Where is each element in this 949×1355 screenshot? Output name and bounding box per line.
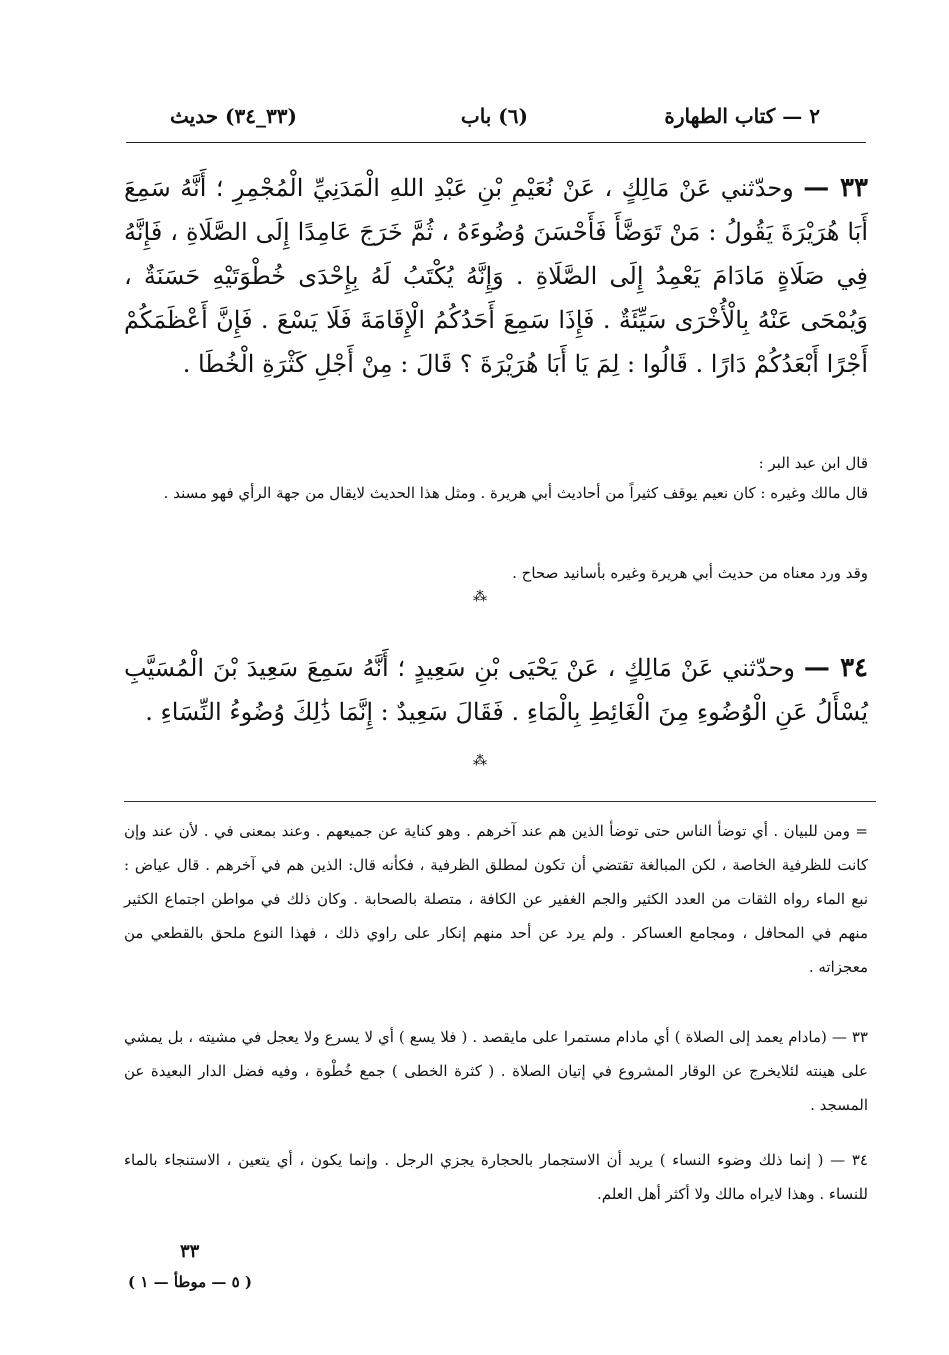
commentary-33-heading: قال ابن عبد البر : (758, 454, 868, 472)
page-number: ٣٣ (180, 1241, 200, 1262)
footnote-33: ٣٣ — (مادام يعمد إلى الصلاة ) أي مادام مستمرا على مايقصد . ( فلا يسع ) أي لا يسرع ولا يعجل في مشيته ، بل يمشي على هينته لئلايخرج عن الوقار المشروع في إتيان الصلاة . ( كثرة الخطى ) جمع خُطْوة ، وفيه فضل الدار البعيدة عن المسجد . (124, 1028, 868, 1114)
hadith-33-text: وحدّثني عَنْ مَالِكٍ ، عَنْ نُعَيْمِ بْنِ عَبْدِ اللهِ الْمَدَنِيِّ الْمُجْمِرِ ؛ أَنَّهُ سَمِعَ أَبَا هُرَيْرَةَ يَقُولُ : مَنْ تَوَضَّأَ فَأَحْسَنَ وُضُوءَهُ ، ثُمَّ خَرَجَ عَامِدًا إِلَى الصَّلَاةِ ، فَإِنَّهُ فِي صَلَاةٍ مَادَامَ يَعْمِدُ إِلَى الصَّلَاةِ . وَإِنَّهُ يُكْتَبُ لَهُ بِإِحْدَى خُطْوَتَيْهِ حَسَنَةٌ ، وَيُمْحَى عَنْهُ بِالْأُخْرَى سَيِّئَةٌ . فَإِذَا سَمِعَ أَحَدُكُمُ الْإِقَامَةَ فَلَا يَسْعَ . فَإِنَّ أَعْظَمَكُمْ أَجْرًا أَبْعَدُكُمْ دَارًا . قَالُوا : لِمَ يَا أَبَا هُرَيْرَةَ ؟ قَالَ : مِنْ أَجْلِ كَثْرَةِ الْخُطَا . (124, 174, 869, 378)
hadith-34 (124, 646, 868, 734)
print-signature: ( ٥ — موطأ — ١ ) (128, 1273, 252, 1291)
header-rule (126, 142, 866, 143)
hadith-33-number: ٣٣ — (803, 173, 868, 203)
header-book-title: ٢ — كتاب الطهارة (664, 104, 820, 128)
header-chapter: (٦) باب (460, 104, 528, 128)
section-separator: ⁂ (473, 753, 487, 769)
footnote-34: ٣٤ — ( إنما ذلك وضوء النساء ) يريد أن الاستجمار بالحجارة يجزي الرجل . وإنما يكون ، أي يتعين ، الاستنجاء بالماء للنساء . وهذا لايراه مالك ولا أكثر أهل العلم. (124, 1151, 868, 1203)
header-hadith-range: (٣٣_٣٤) حديث (170, 104, 297, 128)
footnote-rule (124, 801, 876, 802)
hadith-34-text: وحدّثني عَنْ مَالِكٍ ، عَنْ يَحْيَى بْنِ سَعِيدٍ ؛ أَنَّهُ سَمِعَ سَعِيدَ بْنَ الْمُسَيَّبِ يُسْأَلُ عَنِ الْوُضُوءِ مِنَ الْغَائِطِ بِالْمَاءِ . فَقَالَ سَعِيدٌ : إِنَّمَا ذَٰلِكَ وُضُوءُ النِّسَاءِ . (124, 654, 868, 726)
footnote-continued: = ومن للبيان . أي توضأ الناس حتى توضأ الذين هم عند آخرهم . وهو كناية عن جميعهم . وعند بمعنى في . لأن عند وإن كانت للظرفية الخاصة ، لكن المبالغة تقتضي أن تكون لمطلق الظرفية ، فكأنه قال: الذين هم في آخرهم . قال عياض : نبع الماء رواه الثقات من العدد الكثير والجم الغفير عن الكافة ، متصلة بالصحابة . وكان ذلك في مواطن اجتماع الكثير منهم في المحافل ، ومجامع العساكر . ولم يرد عن أحد منهم إنكار على راوي ذلك ، فهذا النوع ملحق بالقطعي من معجزاته . (124, 822, 868, 976)
commentary-33-body: قال مالك وغيره : كان نعيم يوقف كثيراً من أحاديث أبي هريرة . ومثل هذا الحديث لايقال من جهة الرأي فهو مسند . (163, 484, 868, 502)
page-header (170, 104, 820, 140)
commentary-33-note: وقد ورد معناه من حديث أبي هريرة وغيره بأسانيد صحاح . (512, 564, 868, 582)
section-separator: ⁂ (473, 589, 487, 605)
hadith-34-number: ٣٤ — (803, 653, 868, 683)
hadith-33 (124, 166, 868, 386)
